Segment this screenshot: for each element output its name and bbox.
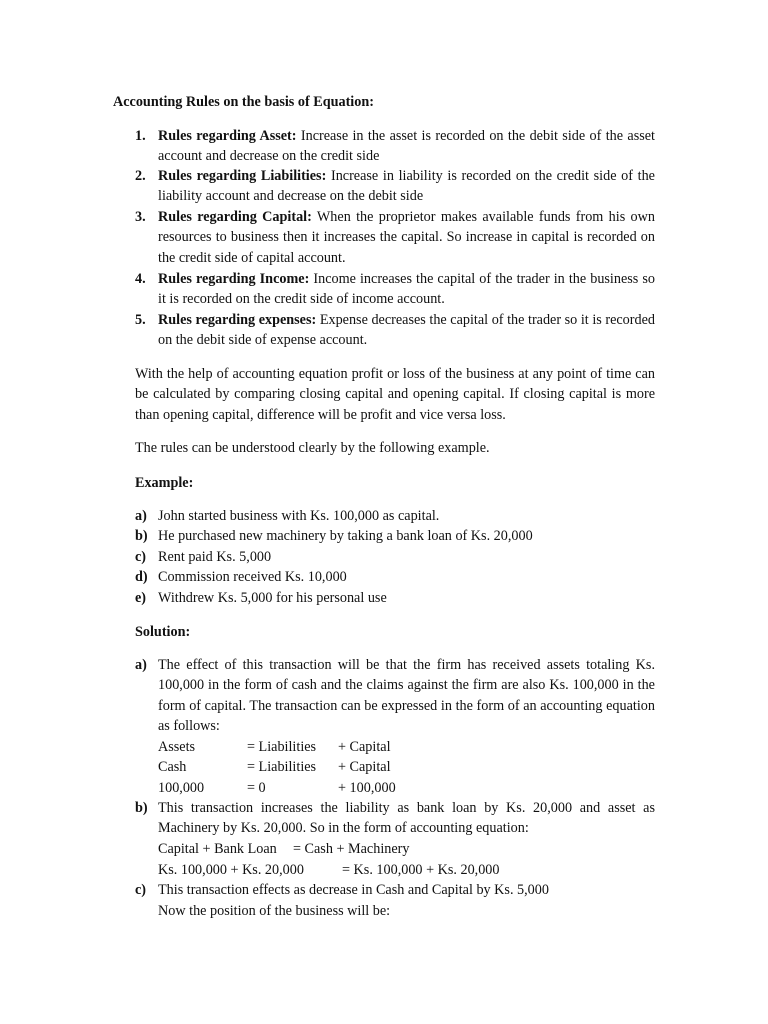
example-item [135,526,655,546]
equation-cell: = Liabilities [247,739,317,755]
solution-followup-text: Now the position of the business will be: [158,903,391,919]
rule-number: 5. [135,312,146,328]
rule-text [158,207,655,268]
example-marker: a) [135,508,147,524]
example-item [135,567,655,587]
rule-item [135,126,655,167]
example-text: Withdrew Ks. 5,000 for his personal use [158,590,387,606]
example-item [135,547,655,567]
equation-right: = Cash + Machinery [293,841,410,857]
solution-text: This transaction increases the liability as bank loan by Ks. 20,000 and asset as Machinery by Ks. 20,000. So in the form of accounting equation: [158,800,655,837]
rule-number: 4. [135,271,146,287]
rule-description: When the proprietor makes available funds from his own resources to business then it increases the capital. So increase in capital is recorded on the credit side of capital account. [158,209,655,266]
equation-cell: Assets [158,739,196,755]
rule-item [135,207,655,268]
example-text: He purchased new machinery by taking a bank loan of Ks. 20,000 [158,528,533,544]
rule-text [158,126,655,167]
rule-number: 1. [135,128,146,144]
equation-cell: + Capital [338,759,391,775]
intro-paragraph: The rules can be understood clearly by the following example. [135,440,490,456]
equation-cell: + 100,000 [338,780,396,796]
rule-description: Increase in liability is recorded on the credit side of the liability account and decrease on the debit side [158,168,655,205]
example-text: Rent paid Ks. 5,000 [158,549,272,565]
solution-marker: c) [135,882,147,898]
solution-item-b [135,798,655,839]
example-marker: e) [135,590,147,606]
example-marker: d) [135,569,148,585]
example-item [135,506,655,526]
solution-marker: a) [135,657,147,673]
equation-cell: = 0 [247,780,266,796]
solution-item-c [135,880,655,900]
profit-loss-paragraph: With the help of accounting equation profit or loss of the business at any point of time can be calculated by comparing closing capital and opening capital. If closing capital is more than opening capital, difference will be profit and vice versa loss. [135,366,655,423]
rule-lead: Rules regarding Asset: [158,128,297,144]
rule-description: Expense decreases the capital of the trader so it is recorded on the debit side of expense account. [158,312,655,349]
equation-left: Capital + Bank Loan [158,841,277,857]
rule-text [158,166,655,207]
rule-item [135,269,655,310]
rule-description: Income increases the capital of the trader in the business so it is recorded on the credit side of income account. [158,271,655,308]
solution-heading: Solution: [135,624,191,640]
equation-cell: 100,000 [158,780,205,796]
equation-left: Ks. 100,000 + Ks. 20,000 [158,862,304,878]
example-item [135,588,655,608]
rule-lead: Rules regarding Income: [158,271,310,287]
rule-text [158,310,655,351]
equation-right: = Ks. 100,000 + Ks. 20,000 [342,862,500,878]
solution-text: The effect of this transaction will be that the firm has received assets totaling Ks. 100,000 in the form of cash and the claims against the firm are also Ks. 100,000 in the form of capital. The transaction can be expressed in the form of an accounting equation as follows: [158,657,655,735]
example-heading: Example: [135,475,194,491]
example-text: John started business with Ks. 100,000 as capital. [158,508,440,524]
rule-description: Increase in the asset is recorded on the debit side of the asset account and decrease on the credit side [158,128,655,165]
equation-cell: = Liabilities [247,759,317,775]
page-title: Accounting Rules on the basis of Equation: [113,94,374,110]
solution-marker: b) [135,800,148,816]
solution-text: This transaction effects as decrease in Cash and Capital by Ks. 5,000 [158,882,549,898]
solution-item-a [135,655,655,737]
equation-cell: Cash [158,759,187,775]
rule-number: 3. [135,209,146,225]
equation-cell: + Capital [338,739,391,755]
rule-item [135,310,655,351]
rule-text [158,269,655,310]
rule-lead: Rules regarding Capital: [158,209,312,225]
example-marker: b) [135,528,148,544]
rule-item [135,166,655,207]
rule-number: 2. [135,168,146,184]
example-marker: c) [135,549,147,565]
rule-lead: Rules regarding expenses: [158,312,317,328]
example-text: Commission received Ks. 10,000 [158,569,347,585]
rule-lead: Rules regarding Liabilities: [158,168,327,184]
